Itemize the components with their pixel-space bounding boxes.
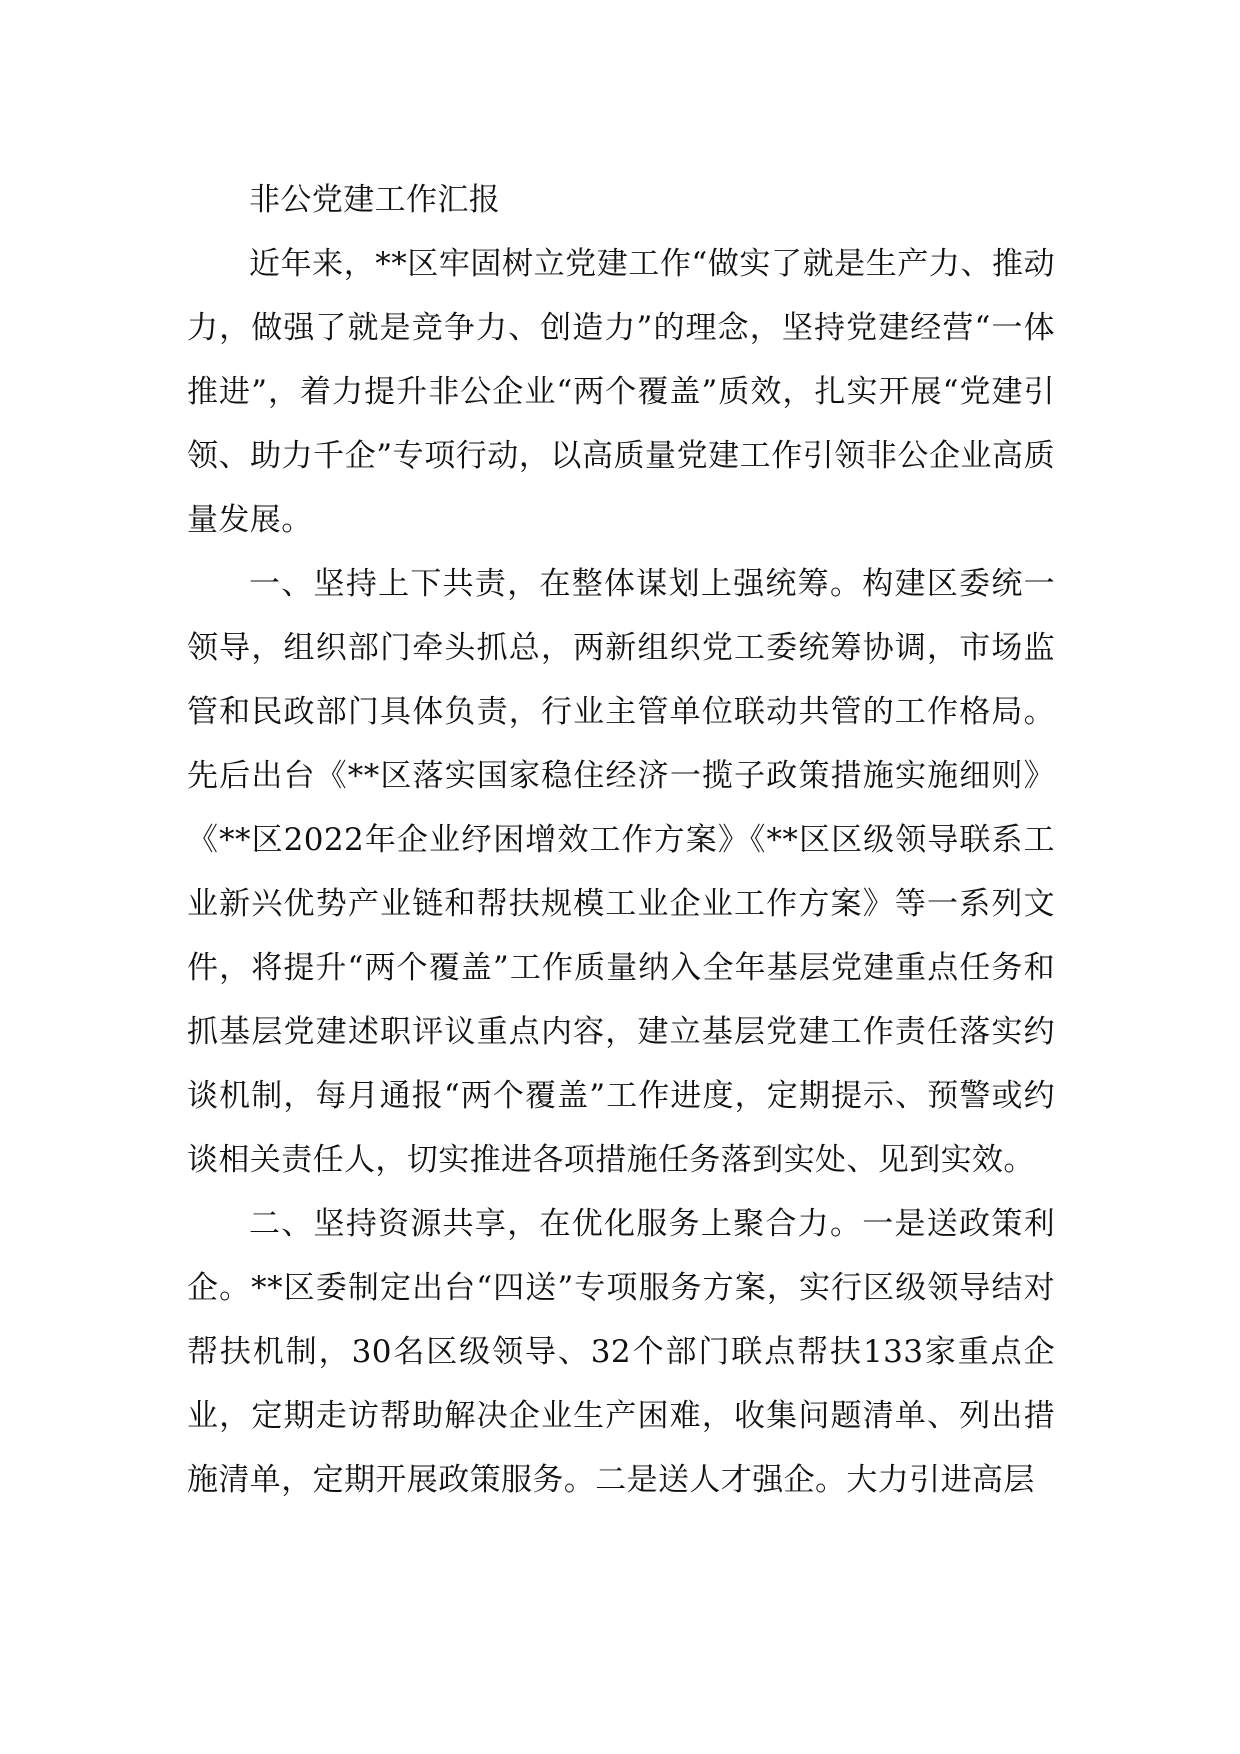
paragraph-section-two: 二、坚持资源共享，在优化服务上聚合力。一是送政策利企。**区委制定出台“四送”专项服务方案，实行区级领导结对帮扶机制，30名区级领导、32个部门联点帮扶133家重点企业，定期走访帮助解决企业生产困难，收集问题清单、列出措施清单，定期开展政策服务。二是送人才强企。大力引进高层	[187, 1206, 1055, 1498]
document-body	[187, 168, 1055, 1512]
paragraph-intro: 近年来，**区牢固树立党建工作“做实了就是生产力、推动力，做强了就是竞争力、创造力”的理念，坚持党建经营“一体推进”，着力提升非公企业“两个覆盖”质效，扎实开展“党建引领、助力千企”专项行动，以高质量党建工作引领非公企业高质量发展。	[187, 246, 1055, 538]
paragraph-section-one: 一、坚持上下共责，在整体谋划上强统筹。构建区委统一领导，组织部门牵头抓总，两新组织党工委统筹协调，市场监管和民政部门具体负责，行业主管单位联动共管的工作格局。先后出台《**区落实国家稳住经济一揽子政策措施实施细则》《**区2022年企业纾困增效工作方案》《**区区级领导联系工业新兴优势产业链和帮扶规模工业企业工作方案》等一系列文件，将提升“两个覆盖”工作质量纳入全年基层党建重点任务和抓基层党建述职评议重点内容，建立基层党建工作责任落实约谈机制，每月通报“两个覆盖”工作进度，定期提示、预警或约谈相关责任人，切实推进各项措施任务落到实处、见到实效。	[187, 566, 1055, 1178]
document-title: 非公党建工作汇报	[249, 182, 501, 218]
